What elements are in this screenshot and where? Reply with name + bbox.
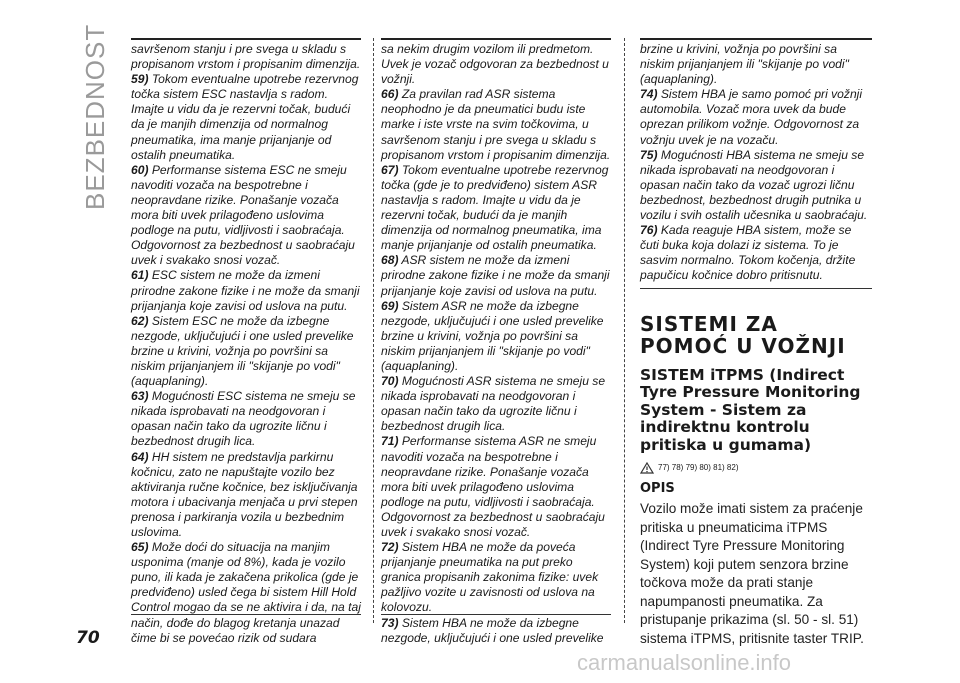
subsection-title: SISTEM iTPMS (Indirect Tyre Pressure Monitoring System - Sistem za indirektnu kontrolu pritiska u gumama) xyxy=(640,365,861,454)
column-top-rule xyxy=(381,38,611,40)
warning-paragraph xyxy=(381,540,611,615)
warning-text: Sistem ESC ne može da izbegne nezgode, uključujući i one usled prevelike brzine u krivini, vožnja po površini sa niskim prijanjanjem ili "skijanje po vodi" (aquaplaning). xyxy=(131,313,354,389)
warning-paragraph xyxy=(131,268,361,313)
warning-paragraph xyxy=(381,87,611,162)
warning-number: 67) xyxy=(381,162,399,177)
warning-paragraph xyxy=(131,450,361,541)
warning-paragraph xyxy=(131,42,361,72)
column-top-rule xyxy=(131,38,361,40)
warning-paragraph xyxy=(381,374,611,434)
warning-number: 59) xyxy=(131,72,149,87)
warning-text: savršenom stanju i pre svega u skladu s propisanom vrstom i propisanim dimenzija. xyxy=(131,42,361,72)
warning-paragraph xyxy=(381,434,611,540)
opis-heading: OPIS xyxy=(640,481,675,497)
warning-paragraph xyxy=(640,87,872,147)
warning-paragraph xyxy=(131,163,361,269)
warning-number: 73) xyxy=(381,615,399,630)
warnings-list-3 xyxy=(640,42,872,284)
warning-text: sa nekim drugim vozilom ili predmetom. Uvek je vozač odgovoran za bezbednost u vožnji. xyxy=(381,42,609,87)
warning-text: Mogućnosti ESC sistema ne smeju se nikada isprobavati na neodgovoran i opasan način tako da ugrozite ličnu i bezbednost drugih lica. xyxy=(131,389,356,449)
warning-paragraph xyxy=(381,42,611,87)
warning-paragraph xyxy=(640,223,872,283)
warning-number: 74) xyxy=(640,87,658,102)
warning-number: 70) xyxy=(381,374,399,389)
warning-paragraph xyxy=(131,540,361,646)
warning-text: HH sistem ne predstavlja parkirnu kočnicu, zato ne napuštajte vozilo bez aktiviranja ručne kočnice, bez isključivanja motora i ubacivanja menjača u prvi stepen prenosa i parkiranja vozila u bezbednim uslovima. xyxy=(131,449,358,539)
warning-text: ASR sistem ne može da izmeni prirodne zakone fizike i ne može da smanji prijanjanje koje zavisi od uslova na putu. xyxy=(381,253,610,298)
warning-number: 62) xyxy=(131,313,149,328)
warning-number: 66) xyxy=(381,87,399,102)
warning-text: Performanse sistema ASR ne smeju navoditi vozača na bespotrebne i neopravdane rizike. Ponašanje vozača mora biti uvek prilagođeno uslovima podloge na putu, vidljivosti i saobraćaja. Odgovornost za bezbednost u saobraćaju uvek i svakako snosi vozač. xyxy=(381,434,605,539)
warning-number: 69) xyxy=(381,298,399,313)
warning-refs-text: 77) 78) 79) 80) 81) 82) xyxy=(658,463,739,472)
warning-paragraph xyxy=(131,72,361,163)
section-side-title: BEZBEDNOST xyxy=(80,23,110,210)
warning-triangle-icon xyxy=(640,462,654,474)
content-column-3 xyxy=(640,38,872,648)
warning-text: Sistem ASR ne može da izbegne nezgode, uključujući i one usled prevelike brzine u krivini, vožnja po površini sa niskim prijanjanjem ili "skijanje po vodi" (aquaplaning). xyxy=(381,298,604,373)
warnings-column-2 xyxy=(381,38,611,645)
watermark: carmanualsonline.info xyxy=(577,650,792,675)
warning-text: Može doći do situacija na manjim usponima (manje od 8%), kada je vozilo puno, ili kada je zakačena prikolica (gde je predviđeno) usled čega bi sistem Hill Hold Control mogao da se ne aktivira i da, na taj način, dođe do blagog kretanja unazad čime bi se povećao rizik od sudara xyxy=(131,540,361,645)
warnings-list-2 xyxy=(381,42,611,646)
section-title: SISTEMI ZA POMOĆ U VOŽNJI xyxy=(640,311,846,358)
warnings-list-1 xyxy=(131,42,361,646)
warning-text: Za pravilan rad ASR sistema neophodno je da pneumatici budu iste marke i iste vrste na svim točkovima, u savršenom stanju i pre svega u skladu s propisanom vrstom i propisanim dimenzija. xyxy=(381,87,611,162)
warning-paragraph xyxy=(131,389,361,449)
warning-text: Tokom eventualne upotrebe rezervnog točka sistem ESC nastavlja s radom. Imajte u vidu da je rezervni točak, budući da je manjih dimenzija od normalnog pneumatika, ima manje prijanjanje od ostalih pneumatika. xyxy=(131,72,359,162)
warning-number: 61) xyxy=(131,268,149,283)
warning-paragraph xyxy=(131,314,361,389)
warning-paragraph xyxy=(381,299,611,374)
warning-paragraph xyxy=(381,163,611,254)
column-divider xyxy=(624,38,625,623)
warnings-column-1 xyxy=(131,38,361,645)
warning-text: Mogućnosti ASR sistema ne smeju se nikada isprobavati na neodgovoran i opasan način tako da ugrozite ličnu i bezbednost drugih lica. xyxy=(381,374,606,434)
warning-number: 71) xyxy=(381,434,399,449)
warning-text: Sistem HBA je samo pomoć pri vožnji automobila. Vozač mora uvek da bude oprezan prilikom vožnje. Odgovornost za vožnju uvek je na vozaču. xyxy=(640,87,863,147)
warning-number: 64) xyxy=(131,449,149,464)
warning-text: brzine u krivini, vožnja po površini sa niskim prijanjanjem ili "skijanje po vodi" (aquaplaning). xyxy=(640,42,849,87)
warning-number: 65) xyxy=(131,540,149,555)
warning-text: Sistem HBA ne može da izbegne nezgode, uključujući i one usled prevelike xyxy=(381,615,604,645)
warning-number: 72) xyxy=(381,540,399,555)
page-number: 70 xyxy=(76,628,100,648)
warning-paragraph xyxy=(381,616,611,646)
warning-references xyxy=(640,460,872,475)
column-divider xyxy=(373,38,374,623)
column-top-rule xyxy=(640,38,872,40)
warning-text: Tokom eventualne upotrebe rezervnog točka (gde je to predviđeno) sistem ASR nastavlja s radom. Imajte u vidu da je rezervni točak, budući da je manjih dimenzija od normalnog pneumatika, ima manje prijanjanje od ostalih pneumatika. xyxy=(381,162,609,253)
opis-text: Vozilo može imati sistem za praćenje pritiska u pneumaticima iTPMS (Indirect Tyre Pressure Monitoring System) koji putem senzora brzine točkova može da prati stanje napumpanosti pneumatika. Za pristupanje prikazima (sl. 50 - sl. 51) sistema iTPMS, pritisnite taster TRIP. xyxy=(640,501,864,646)
warning-number: 68) xyxy=(381,253,399,268)
warning-paragraph xyxy=(381,253,611,298)
warning-number: 75) xyxy=(640,147,658,162)
warning-number: 63) xyxy=(131,389,149,404)
warning-text: Kada reaguje HBA sistem, može se čuti buka koja dolazi iz sistema. To je sasvim normalno. Tokom kočenja, držite papučicu kočnice dobro pritisnutu. xyxy=(640,223,856,283)
warning-text: ESC sistem ne može da izmeni prirodne zakone fizike i ne može da smanji prijanjanja koje zavisi od uslova na putu. xyxy=(131,268,360,313)
warning-text: Sistem HBA ne može da poveća prijanjanje pneumatika na put preko granica propisanih zakonima fizike: uvek pažljivo vozite u zavisnosti od uslova na kolovozu. xyxy=(381,540,599,615)
warnings-block-3 xyxy=(640,38,872,289)
warning-paragraph xyxy=(640,148,872,223)
warning-text: Performanse sistema ESC ne smeju navoditi vozača na bespotrebne i neopravdane rizike. Ponašanje vozača mora biti uvek prilagođeno uslovima podloge na putu, vidljivosti i saobraćaja. Odgovornost za bezbednost u saobraćaju uvek i svakako snosi vozač. xyxy=(131,162,355,268)
warning-text: Mogućnosti HBA sistema ne smeju se nikada isprobavati na neodgovoran i opasan način tako da vozač ugrozi ličnu bezbednost, bezbednost drugih putnika u vozilu i svih ostalih učesnika u saobraćaju. xyxy=(640,147,868,223)
warning-number: 76) xyxy=(640,223,658,238)
warning-number: 60) xyxy=(131,162,149,177)
warning-paragraph xyxy=(640,42,872,87)
